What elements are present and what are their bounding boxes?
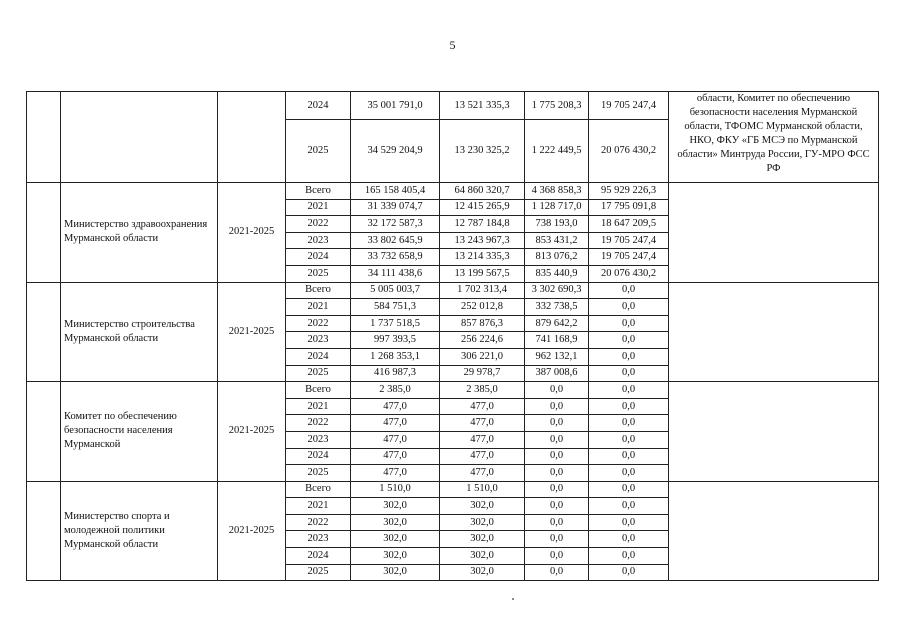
org-name-cell: Министерство строительства Мурманской области [61, 282, 218, 382]
org-name-cell: Министерство спорта и молодежной политики Мурманской области [61, 481, 218, 581]
value-cell-3: 0,0 [525, 382, 589, 399]
value-cell-3: 0,0 [525, 398, 589, 415]
year-cell: 2023 [286, 232, 351, 249]
total-cell: 477,0 [351, 415, 440, 432]
value-cell-2: 13 214 335,3 [440, 249, 525, 266]
total-cell: 1 510,0 [351, 481, 440, 498]
value-cell-2: 252 012,8 [440, 299, 525, 316]
table-row [27, 382, 879, 399]
year-cell: 2024 [286, 249, 351, 266]
executors-note-empty [669, 183, 879, 283]
total-cell: 477,0 [351, 398, 440, 415]
value-cell-4: 0,0 [589, 415, 669, 432]
value-cell-4: 0,0 [589, 348, 669, 365]
index-cell [27, 481, 61, 581]
index-cell [27, 282, 61, 382]
total-cell: 477,0 [351, 448, 440, 465]
total-cell: 477,0 [351, 431, 440, 448]
value-cell-4: 0,0 [589, 481, 669, 498]
total-cell: 2 385,0 [351, 382, 440, 399]
value-cell-3: 813 076,2 [525, 249, 589, 266]
value-cell-2: 1 510,0 [440, 481, 525, 498]
year-cell: 2025 [286, 265, 351, 282]
value-cell-2: 477,0 [440, 415, 525, 432]
year-cell: 2025 [286, 465, 351, 482]
value-cell-2: 13 521 335,3 [440, 92, 525, 120]
table-row [27, 92, 879, 120]
value-cell-2: 857 876,3 [440, 315, 525, 332]
year-cell: 2025 [286, 564, 351, 581]
value-cell-4: 0,0 [589, 299, 669, 316]
value-cell-3: 332 738,5 [525, 299, 589, 316]
year-cell: 2024 [286, 448, 351, 465]
executors-note: области, Комитет по обеспечению безопасности населения Мурманской области, ТФОМС Мурманской области, НКО, ФКУ «ГБ МСЭ по Мурманской области» Минтруда России, ГУ-МРО ФСС РФ [669, 92, 879, 183]
total-cell: 477,0 [351, 465, 440, 482]
value-cell-3: 0,0 [525, 465, 589, 482]
value-cell-4: 18 647 209,5 [589, 216, 669, 233]
budget-table [26, 91, 879, 581]
value-cell-3: 1 128 717,0 [525, 199, 589, 216]
year-cell: 2023 [286, 531, 351, 548]
value-cell-3: 0,0 [525, 564, 589, 581]
value-cell-2: 477,0 [440, 448, 525, 465]
org-cell [61, 92, 218, 183]
value-cell-3: 387 008,6 [525, 365, 589, 382]
value-cell-4: 17 795 091,8 [589, 199, 669, 216]
value-cell-2: 13 199 567,5 [440, 265, 525, 282]
value-cell-2: 302,0 [440, 531, 525, 548]
year-cell: 2022 [286, 315, 351, 332]
total-cell: 302,0 [351, 498, 440, 515]
org-name-cell: Комитет по обеспечению безопасности населения Мурманской [61, 382, 218, 482]
year-cell: 2023 [286, 431, 351, 448]
total-cell: 997 393,5 [351, 332, 440, 349]
total-cell: 165 158 405,4 [351, 183, 440, 200]
value-cell-2: 64 860 320,7 [440, 183, 525, 200]
period-cell: 2021-2025 [218, 481, 286, 581]
year-cell: 2022 [286, 415, 351, 432]
year-cell: 2021 [286, 498, 351, 515]
value-cell-3: 1 222 449,5 [525, 120, 589, 183]
year-cell: 2022 [286, 216, 351, 233]
total-cell: 31 339 074,7 [351, 199, 440, 216]
year-cell: Всего [286, 382, 351, 399]
value-cell-3: 0,0 [525, 531, 589, 548]
value-cell-3: 835 440,9 [525, 265, 589, 282]
value-cell-4: 0,0 [589, 315, 669, 332]
value-cell-2: 302,0 [440, 564, 525, 581]
table-row [27, 282, 879, 299]
total-cell: 33 802 645,9 [351, 232, 440, 249]
value-cell-3: 741 168,9 [525, 332, 589, 349]
value-cell-4: 0,0 [589, 548, 669, 565]
value-cell-2: 29 978,7 [440, 365, 525, 382]
value-cell-3: 0,0 [525, 415, 589, 432]
value-cell-2: 302,0 [440, 548, 525, 565]
value-cell-4: 0,0 [589, 282, 669, 299]
value-cell-3: 0,0 [525, 448, 589, 465]
scan-speck [512, 598, 514, 600]
value-cell-3: 4 368 858,3 [525, 183, 589, 200]
org-name-cell: Министерство здравоохранения Мурманской области [61, 183, 218, 283]
period-cell [218, 92, 286, 183]
year-cell: 2021 [286, 299, 351, 316]
year-cell: Всего [286, 481, 351, 498]
value-cell-4: 0,0 [589, 332, 669, 349]
year-cell: 2024 [286, 548, 351, 565]
value-cell-3: 0,0 [525, 498, 589, 515]
value-cell-3: 0,0 [525, 514, 589, 531]
index-cell [27, 183, 61, 283]
value-cell-4: 19 705 247,4 [589, 232, 669, 249]
value-cell-3: 0,0 [525, 481, 589, 498]
year-cell: 2021 [286, 199, 351, 216]
total-cell: 302,0 [351, 564, 440, 581]
value-cell-2: 302,0 [440, 514, 525, 531]
year-cell: 2025 [286, 120, 351, 183]
index-cell [27, 382, 61, 482]
year-cell: 2024 [286, 348, 351, 365]
value-cell-3: 853 431,2 [525, 232, 589, 249]
value-cell-4: 95 929 226,3 [589, 183, 669, 200]
total-cell: 1 268 353,1 [351, 348, 440, 365]
executors-note-empty [669, 282, 879, 382]
total-cell: 302,0 [351, 548, 440, 565]
year-cell: Всего [286, 282, 351, 299]
value-cell-4: 0,0 [589, 498, 669, 515]
value-cell-4: 0,0 [589, 531, 669, 548]
value-cell-4: 20 076 430,2 [589, 265, 669, 282]
executors-note-empty [669, 481, 879, 581]
total-cell: 416 987,3 [351, 365, 440, 382]
value-cell-2: 13 230 325,2 [440, 120, 525, 183]
value-cell-2: 477,0 [440, 465, 525, 482]
total-cell: 584 751,3 [351, 299, 440, 316]
page-number: 5 [449, 38, 456, 52]
total-cell: 35 001 791,0 [351, 92, 440, 120]
total-cell: 34 111 438,6 [351, 265, 440, 282]
value-cell-3: 962 132,1 [525, 348, 589, 365]
value-cell-3: 3 302 690,3 [525, 282, 589, 299]
value-cell-4: 0,0 [589, 382, 669, 399]
value-cell-3: 0,0 [525, 548, 589, 565]
index-cell [27, 92, 61, 183]
period-cell: 2021-2025 [218, 382, 286, 482]
value-cell-2: 477,0 [440, 398, 525, 415]
total-cell: 5 005 003,7 [351, 282, 440, 299]
value-cell-2: 256 224,6 [440, 332, 525, 349]
year-cell: 2024 [286, 92, 351, 120]
value-cell-4: 0,0 [589, 465, 669, 482]
value-cell-4: 19 705 247,4 [589, 249, 669, 266]
value-cell-2: 306 221,0 [440, 348, 525, 365]
value-cell-2: 2 385,0 [440, 382, 525, 399]
value-cell-4: 20 076 430,2 [589, 120, 669, 183]
value-cell-2: 12 787 184,8 [440, 216, 525, 233]
total-cell: 1 737 518,5 [351, 315, 440, 332]
value-cell-4: 0,0 [589, 514, 669, 531]
total-cell: 32 172 587,3 [351, 216, 440, 233]
value-cell-3: 1 775 208,3 [525, 92, 589, 120]
value-cell-2: 13 243 967,3 [440, 232, 525, 249]
year-cell: Всего [286, 183, 351, 200]
year-cell: 2023 [286, 332, 351, 349]
period-cell: 2021-2025 [218, 183, 286, 283]
period-cell: 2021-2025 [218, 282, 286, 382]
value-cell-3: 0,0 [525, 431, 589, 448]
table-body [27, 92, 879, 581]
total-cell: 33 732 658,9 [351, 249, 440, 266]
value-cell-3: 738 193,0 [525, 216, 589, 233]
year-cell: 2021 [286, 398, 351, 415]
total-cell: 302,0 [351, 514, 440, 531]
table-row [27, 183, 879, 200]
total-cell: 302,0 [351, 531, 440, 548]
table-row [27, 481, 879, 498]
year-cell: 2022 [286, 514, 351, 531]
value-cell-2: 477,0 [440, 431, 525, 448]
value-cell-4: 0,0 [589, 365, 669, 382]
year-cell: 2025 [286, 365, 351, 382]
value-cell-2: 12 415 265,9 [440, 199, 525, 216]
value-cell-4: 19 705 247,4 [589, 92, 669, 120]
executors-note-empty [669, 382, 879, 482]
value-cell-3: 879 642,2 [525, 315, 589, 332]
value-cell-4: 0,0 [589, 448, 669, 465]
value-cell-2: 1 702 313,4 [440, 282, 525, 299]
value-cell-4: 0,0 [589, 398, 669, 415]
value-cell-4: 0,0 [589, 431, 669, 448]
value-cell-4: 0,0 [589, 564, 669, 581]
total-cell: 34 529 204,9 [351, 120, 440, 183]
value-cell-2: 302,0 [440, 498, 525, 515]
